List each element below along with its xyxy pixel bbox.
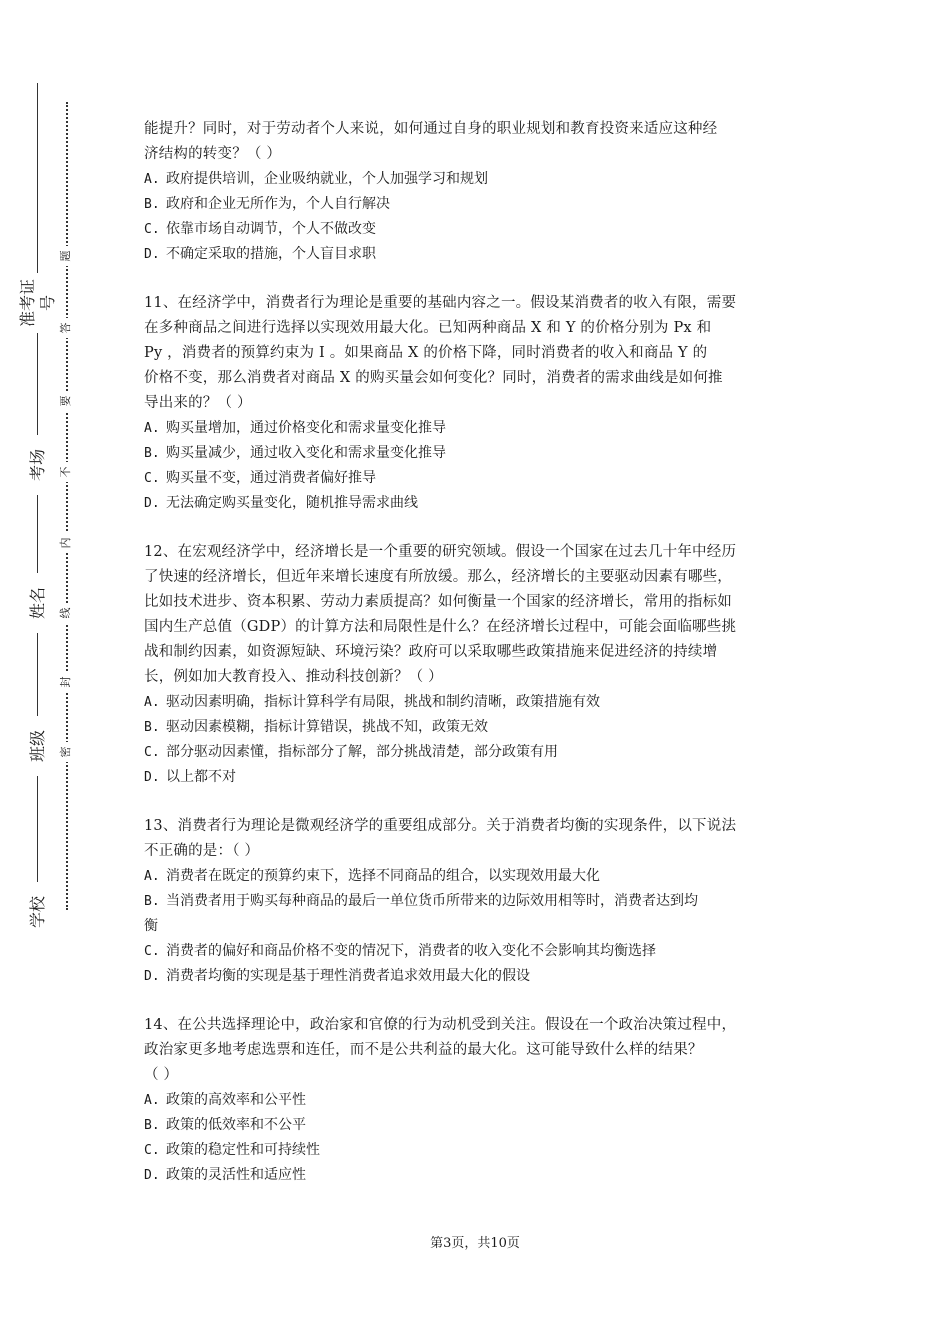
option-b-continued [144,914,816,939]
option-text: 衡 [144,918,158,934]
option-text: 依靠市场自动调节，个人不做改变 [166,221,376,237]
option-letter: D. [144,247,160,262]
question-text: 长，例如加大教育投入、推动科技创新？（ ） [144,669,443,685]
question-block [144,814,816,989]
option-c[interactable] [144,939,816,964]
question-text: （ ） [144,1067,179,1083]
option-c[interactable] [144,217,816,242]
question-text: 比如技术进步、资本积累、劳动力素质提高？如何衡量一个国家的经济增长，常用的指标如 [144,594,732,610]
option-d[interactable] [144,491,816,516]
option-c[interactable] [144,740,816,765]
option-letter: C. [144,1143,160,1158]
option-text: 驱动因素模糊，指标计算错误，挑战不知，政策无效 [166,719,488,735]
option-letter: B. [144,197,160,212]
option-text: 驱动因素明确，指标计算科学有局限，挑战和制约清晰，政策措施有效 [166,694,600,710]
option-letter: B. [144,894,160,909]
option-text: 购买量不变，通过消费者偏好推导 [166,470,376,486]
option-d[interactable] [144,765,816,790]
exam-room-label: 考场 [28,435,48,495]
class-label: 班级 [28,716,48,776]
question-text: 11、在经济学中，消费者行为理论是重要的基础内容之一。假设某消费者的收入有限，需要 [144,295,737,311]
binding-dotted-line [66,102,68,910]
seal-char: 线 [56,603,76,623]
option-text: 政策的稳定性和可持续性 [166,1142,320,1158]
seal-char: 题 [56,246,76,266]
question-text: 在多种商品之间进行选择以实现效用最大化。已知两种商品 X 和 Y 的价格分别为 Px 和 [144,320,712,336]
question-block [144,1013,816,1188]
seal-char: 封 [56,672,76,692]
option-d[interactable] [144,1163,816,1188]
exam-id-label: 准考证号 [18,273,58,333]
question-content [144,117,816,1188]
option-text: 购买量增加，通过价格变化和需求量变化推导 [166,420,446,436]
option-text: 消费者在既定的预算约束下，选择不同商品的组合，以实现效用最大化 [166,868,600,884]
option-text: 政府和企业无所作为，个人自行解决 [166,196,390,212]
option-letter: C. [144,222,160,237]
option-text: 政策的低效率和不公平 [166,1117,306,1133]
option-letter: A. [144,869,160,884]
option-c[interactable] [144,466,816,491]
option-b[interactable] [144,192,816,217]
option-letter: A. [144,1093,160,1108]
option-a[interactable] [144,416,816,441]
option-text: 当消费者用于购买每种商品的最后一单位货币所带来的边际效用相等时，消费者达到均 [166,893,698,909]
option-a[interactable] [144,167,816,192]
option-text: 无法确定购买量变化，随机推导需求曲线 [166,495,418,511]
option-b[interactable] [144,441,816,466]
binding-solid-line [37,83,38,931]
question-block [144,117,816,267]
seal-char: 内 [56,533,76,553]
option-letter: C. [144,471,160,486]
seal-char: 答 [56,318,76,338]
question-text: 政治家更多地考虑选票和连任，而不是公共利益的最大化。这可能导致什么样的结果？ [144,1042,703,1058]
question-text: 导出来的？（ ） [144,395,252,411]
seal-char: 要 [56,391,76,411]
question-text: 12、在宏观经济学中，经济增长是一个重要的研究领域。假设一个国家在过去几十年中经历 [144,544,737,560]
option-d[interactable] [144,242,816,267]
option-b[interactable] [144,1113,816,1138]
option-text: 政策的灵活性和适应性 [166,1167,306,1183]
option-b[interactable] [144,715,816,740]
option-text: 消费者均衡的实现是基于理性消费者追求效用最大化的假设 [166,968,530,984]
question-text: 能提升？同时，对于劳动者个人来说，如何通过自身的职业规划和教育投资来适应这种经 [144,121,718,137]
option-text: 以上都不对 [166,769,236,785]
option-letter: D. [144,770,160,785]
question-block [144,540,816,790]
option-c[interactable] [144,1138,816,1163]
option-letter: C. [144,745,160,760]
option-letter: B. [144,446,160,461]
question-text: 济结构的转变？（ ） [144,146,282,162]
option-b[interactable] [144,889,816,914]
option-a[interactable] [144,690,816,715]
option-letter: A. [144,421,160,436]
option-letter: A. [144,695,160,710]
option-text: 消费者的偏好和商品价格不变的情况下，消费者的收入变化不会影响其均衡选择 [166,943,656,959]
school-label: 学校 [28,882,48,942]
seal-char: 不 [56,462,76,482]
question-text: 不正确的是：（ ） [144,843,260,859]
option-a[interactable] [144,1088,816,1113]
question-block [144,291,816,516]
seal-char: 密 [56,742,76,762]
option-letter: D. [144,969,160,984]
page-footer: 第3页，共10页 [430,1236,520,1251]
option-text: 不确定采取的措施，个人盲目求职 [166,246,376,262]
option-text: 政府提供培训，企业吸纳就业，个人加强学习和规划 [166,171,488,187]
option-text: 政策的高效率和公平性 [166,1092,306,1108]
option-letter: B. [144,1118,160,1133]
option-letter: D. [144,1168,160,1183]
option-letter: D. [144,496,160,511]
option-text: 购买量减少，通过收入变化和需求量变化推导 [166,445,446,461]
option-a[interactable] [144,864,816,889]
option-letter: B. [144,720,160,735]
question-text: 了快速的经济增长，但近年来增长速度有所放缓。那么，经济增长的主要驱动因素有哪些， [144,569,732,585]
question-text: 战和制约因素，如资源短缺、环境污染？政府可以采取哪些政策措施来促进经济的持续增 [144,644,718,660]
option-text: 部分驱动因素懂，指标部分了解，部分挑战清楚，部分政策有用 [166,744,558,760]
question-text: 国内生产总值（GDP）的计算方法和局限性是什么？在经济增长过程中，可能会面临哪些挑 [144,619,737,635]
question-text: Py ，消费者的预算约束为 I 。如果商品 X 的价格下降，同时消费者的收入和商品 Y 的 [144,345,708,361]
question-text: 13、消费者行为理论是微观经济学的重要组成部分。关于消费者均衡的实现条件，以下说法 [144,818,737,834]
option-letter: A. [144,172,160,187]
option-d[interactable] [144,964,816,989]
question-text: 价格不变，那么消费者对商品 X 的购买量会如何变化？同时，消费者的需求曲线是如何推 [144,370,723,386]
option-letter: C. [144,944,160,959]
question-text: 14、在公共选择理论中，政治家和官僚的行为动机受到关注。假设在一个政治决策过程中， [144,1017,737,1033]
name-label: 姓名 [28,573,48,633]
